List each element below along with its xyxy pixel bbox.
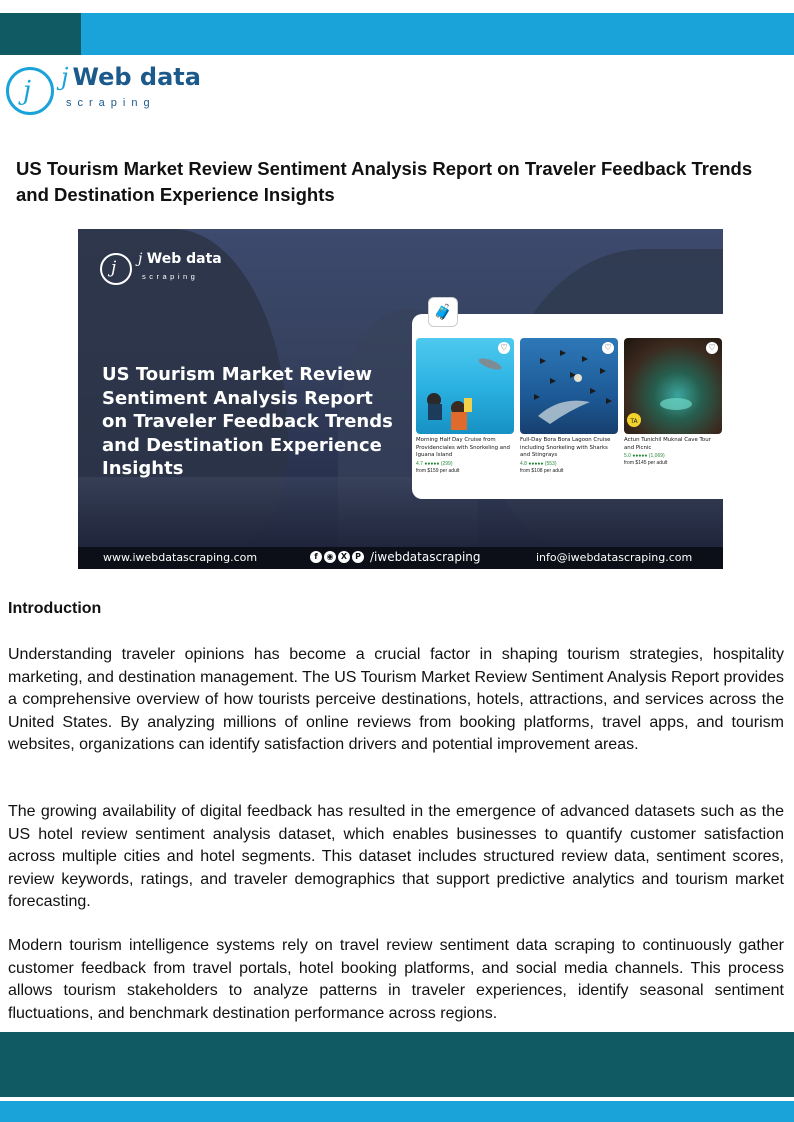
tour-card bbox=[416, 338, 514, 498]
header-accent-block bbox=[0, 13, 81, 55]
tour-price: from $145 per adult bbox=[624, 460, 668, 466]
hero-logo-mark-icon: j bbox=[100, 253, 132, 285]
svg-text:TA: TA bbox=[630, 418, 638, 425]
pinterest-icon[interactable]: P bbox=[352, 551, 364, 563]
tour-name: Morning Half Day Cruise from Providenciales with Snorkeling and Iguana Island bbox=[416, 437, 510, 458]
tour-card bbox=[520, 338, 618, 498]
tour-card bbox=[624, 338, 722, 498]
company-logo bbox=[6, 63, 206, 119]
logo-brand-text: j Web data bbox=[61, 63, 201, 91]
hero-headline: US Tourism Market Review Sentiment Analysis Report on Traveler Feedback Trends and Destination Experience Insights bbox=[102, 364, 393, 479]
section-heading: Introduction bbox=[8, 600, 102, 617]
hero-logo bbox=[100, 251, 230, 289]
paragraph: Understanding traveler opinions has become a crucial factor in shaping tourism strategies, hospitality marketing, and destination management. The US Tourism Market Review Sentiment Analysis Report provides a comprehensive overview of how tourists perceive destinations, hotels, attractions, and services across the United States. By analyzing millions of online reviews from booking platforms, travel apps, and tourism websites, organizations can identify satisfaction drivers and potential improvement areas. bbox=[8, 646, 784, 753]
logo-mark-icon: j bbox=[6, 67, 54, 115]
logo-subtitle: scraping bbox=[66, 97, 156, 109]
hero-banner bbox=[78, 229, 723, 569]
social-links bbox=[310, 550, 481, 564]
paragraph: The growing availability of digital feedback has resulted in the emergence of advanced datasets such as the US hotel review sentiment analysis dataset, which enables businesses to quantify customer satisfaction across multiple cities and hotel segments. This dataset includes structured review data, sentiment scores, review keywords, ratings, and traveler demographics that support predictive analytics and tourism market forecasting. bbox=[8, 803, 784, 910]
favorite-heart-icon[interactable]: ♡ bbox=[602, 342, 614, 354]
favorite-heart-icon[interactable]: ♡ bbox=[706, 342, 718, 354]
tour-photo bbox=[624, 338, 722, 434]
instagram-icon[interactable]: ◉ bbox=[324, 551, 336, 563]
paragraph: Modern tourism intelligence systems rely on travel review sentiment data scraping to continuously gather customer feedback from travel portals, hotel booking platforms, and social media channels. This process allows tourism stakeholders to analyze patterns in traveler experiences, identify seasonal sentiment fluctuations, and benchmark destination performance across regions. bbox=[8, 937, 784, 1022]
x-twitter-icon[interactable]: X bbox=[338, 551, 350, 563]
social-handle: /iwebdatascraping bbox=[370, 550, 481, 564]
hero-logo-subtitle: scraping bbox=[142, 272, 199, 281]
tour-price: from $108 per adult bbox=[520, 467, 564, 474]
tour-rating: 5.0 ●●●●● (1,069) bbox=[624, 453, 665, 459]
tour-rating: 4.7 ●●●●● (299) bbox=[416, 460, 453, 467]
facebook-icon[interactable]: f bbox=[310, 551, 322, 563]
email-link[interactable]: info@iwebdatascraping.com bbox=[536, 551, 693, 564]
tour-photo bbox=[520, 338, 618, 434]
tour-name: Full-Day Bora Bora Lagoon Cruise including Snorkeling with Sharks and Stingrays bbox=[520, 437, 611, 458]
footer-strip bbox=[0, 1101, 794, 1122]
header-bar bbox=[0, 13, 794, 55]
tour-rating: 4.8 ●●●●● (553) bbox=[520, 460, 557, 467]
hero-footer-bar bbox=[78, 547, 723, 569]
tour-price: from $159 per adult bbox=[416, 467, 460, 474]
website-link[interactable]: www.iwebdatascraping.com bbox=[103, 551, 258, 564]
hero-logo-brand: j Web data bbox=[138, 251, 222, 267]
page-title: US Tourism Market Review Sentiment Analysis Report on Traveler Feedback Trends and Destination Experience Insights bbox=[16, 158, 753, 205]
favorite-heart-icon[interactable]: ♡ bbox=[498, 342, 510, 354]
footer-band bbox=[0, 1032, 794, 1097]
tour-photo bbox=[416, 338, 514, 434]
tour-name: Actun Tunichil Muknal Cave Tour and Picnic bbox=[624, 437, 711, 451]
luggage-icon: 🧳 bbox=[428, 297, 458, 327]
